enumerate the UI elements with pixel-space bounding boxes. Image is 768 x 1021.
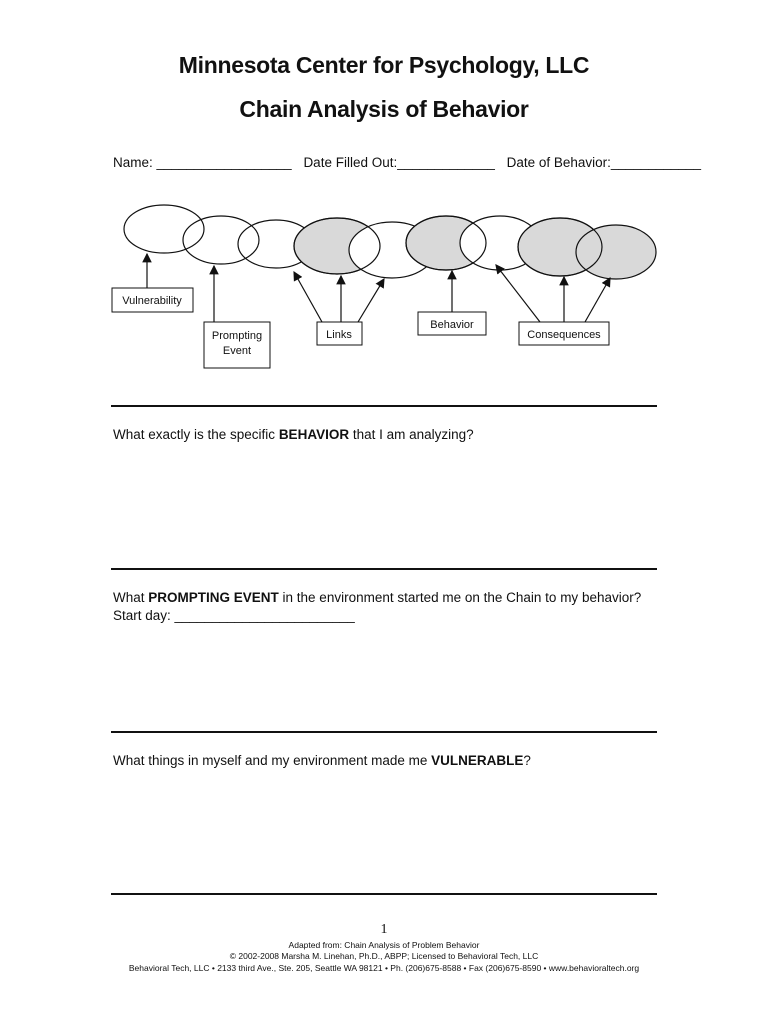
section-divider [111, 893, 657, 895]
question-behavior: What exactly is the specific BEHAVIOR that I am analyzing? [113, 427, 474, 442]
links-label: Links [326, 329, 352, 341]
organization-title: Minnesota Center for Psychology, LLC [178, 52, 590, 78]
consequences-label: Consequences [527, 329, 601, 341]
page-number: 1 [380, 922, 388, 937]
footer-line-1: Adapted from: Chain Analysis of Problem Behavior [288, 940, 480, 950]
behavior-label: Behavior [430, 319, 474, 331]
chain-link-consequence-2 [576, 225, 656, 279]
footer-line-3: Behavioral Tech, LLC • 2133 third Ave., Ste. 205, Seattle WA 98121 • Ph. (206)675-8588 • Fax (206)675-8590 • www.behavioraltech.org [128, 963, 640, 973]
start-day-field[interactable]: Start day: ________________________ [113, 608, 355, 623]
prompting-label-line2: Event [222, 345, 252, 357]
section-divider [111, 731, 657, 733]
answer-area-vulnerable[interactable] [111, 775, 657, 887]
name-field[interactable]: Name: __________________ [113, 155, 292, 170]
vulnerability-label: Vulnerability [122, 295, 182, 307]
prompting-label-line1: Prompting [211, 330, 263, 342]
footer-line-2: © 2002-2008 Marsha M. Linehan, Ph.D., ABPP; Licensed to Behavioral Tech, LLC [229, 951, 539, 961]
date-filled-field[interactable]: Date Filled Out:_____________ [303, 155, 495, 170]
chain-link-vulnerability [124, 205, 204, 253]
answer-area-behavior[interactable] [111, 448, 657, 563]
chain-diagram [0, 0, 768, 380]
section-divider [111, 568, 657, 570]
question-prompting-event: What PROMPTING EVENT in the environment started me on the Chain to my behavior? [113, 590, 642, 605]
chain-link-2 [183, 216, 259, 264]
section-divider [111, 405, 657, 407]
question-vulnerable: What things in myself and my environment made me VULNERABLE? [113, 753, 531, 768]
form-title: Chain Analysis of Behavior [239, 96, 529, 122]
date-of-behavior-field[interactable]: Date of Behavior:____________ [506, 155, 702, 170]
answer-area-prompting-event[interactable] [111, 630, 657, 725]
